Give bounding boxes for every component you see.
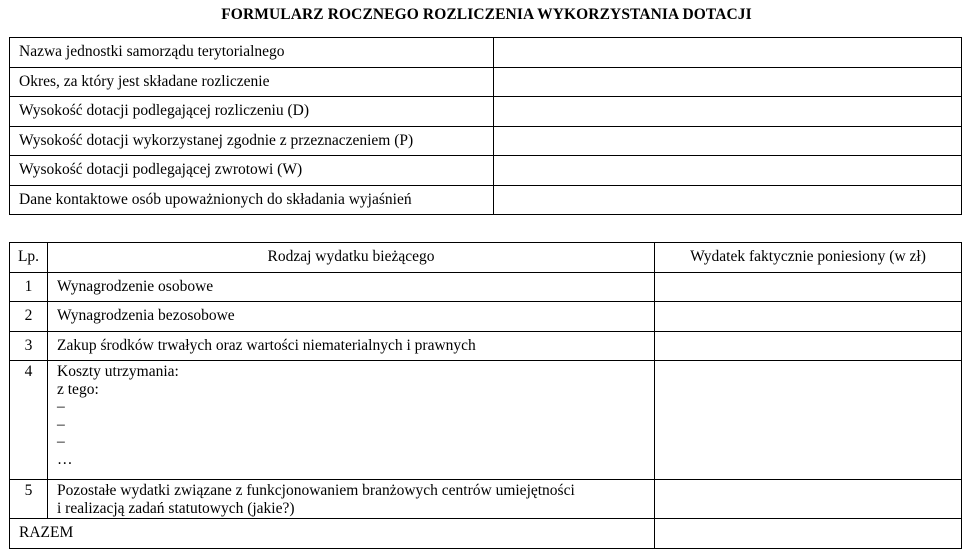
info-label: Okres, za który jest składane rozliczenie: [10, 67, 494, 97]
info-row: [10, 38, 962, 68]
info-label: Wysokość dotacji podlegającej zwrotowi (W): [10, 156, 494, 186]
row-number: 3: [10, 331, 48, 361]
amount-field[interactable]: [655, 331, 962, 361]
expense-line: –: [57, 398, 65, 415]
amount-field[interactable]: [655, 302, 962, 332]
expense-row: [10, 361, 962, 480]
expense-row: [10, 331, 962, 361]
info-label: Dane kontaktowe osób upoważnionych do składania wyjaśnień: [10, 185, 494, 215]
info-value-field[interactable]: [494, 97, 962, 127]
expense-type: [48, 480, 655, 519]
info-row: [10, 67, 962, 97]
expense-type: Wynagrodzenie osobowe: [48, 272, 655, 302]
expense-line: z tego:: [57, 380, 99, 398]
expense-row: [10, 480, 962, 519]
expense-type: [48, 361, 655, 480]
expense-header-row: [10, 243, 962, 273]
expense-line: –: [57, 433, 65, 450]
info-row: [10, 185, 962, 215]
total-label: RAZEM: [10, 519, 655, 549]
info-label: Wysokość dotacji podlegającej rozliczeniu (D): [10, 97, 494, 127]
expense-type: Zakup środków trwałych oraz wartości niematerialnych i prawnych: [48, 331, 655, 361]
amount-field[interactable]: [655, 480, 962, 519]
info-value-field[interactable]: [494, 67, 962, 97]
row-number: 2: [10, 302, 48, 332]
total-amount-field[interactable]: [655, 519, 962, 549]
info-table: [9, 37, 962, 215]
expense-type: Wynagrodzenia bezosobowe: [48, 302, 655, 332]
header-expense-type: Rodzaj wydatku bieżącego: [48, 243, 655, 273]
row-number: 4: [10, 361, 48, 480]
amount-field[interactable]: [655, 272, 962, 302]
expense-line: Koszty utrzymania:: [57, 363, 179, 380]
row-number: 1: [10, 272, 48, 302]
info-label: Wysokość dotacji wykorzystanej zgodnie z przeznaczeniem (P): [10, 126, 494, 156]
info-label: Nazwa jednostki samorządu terytorialnego: [10, 38, 494, 68]
info-row: [10, 156, 962, 186]
info-value-field[interactable]: [494, 156, 962, 186]
row-number: 5: [10, 480, 48, 519]
info-row: [10, 97, 962, 127]
expense-line: –: [57, 415, 65, 433]
expense-row: [10, 302, 962, 332]
expense-line: Pozostałe wydatki związane z funkcjonowaniem branżowych centrów umiejętności: [57, 482, 575, 499]
expense-line: i realizacją zadań statutowych (jakie?): [57, 499, 295, 517]
total-row: [10, 519, 962, 549]
info-value-field[interactable]: [494, 185, 962, 215]
expense-table: [9, 242, 962, 549]
header-amount: Wydatek faktycznie poniesiony (w zł): [655, 243, 962, 273]
expense-line: …: [57, 450, 73, 468]
info-value-field[interactable]: [494, 126, 962, 156]
header-lp: Lp.: [10, 243, 48, 273]
amount-field[interactable]: [655, 361, 962, 480]
expense-row: [10, 272, 962, 302]
form-title: FORMULARZ ROCZNEGO ROZLICZENIA WYKORZYSTANIA DOTACJI: [221, 6, 752, 23]
info-value-field[interactable]: [494, 38, 962, 68]
info-row: [10, 126, 962, 156]
